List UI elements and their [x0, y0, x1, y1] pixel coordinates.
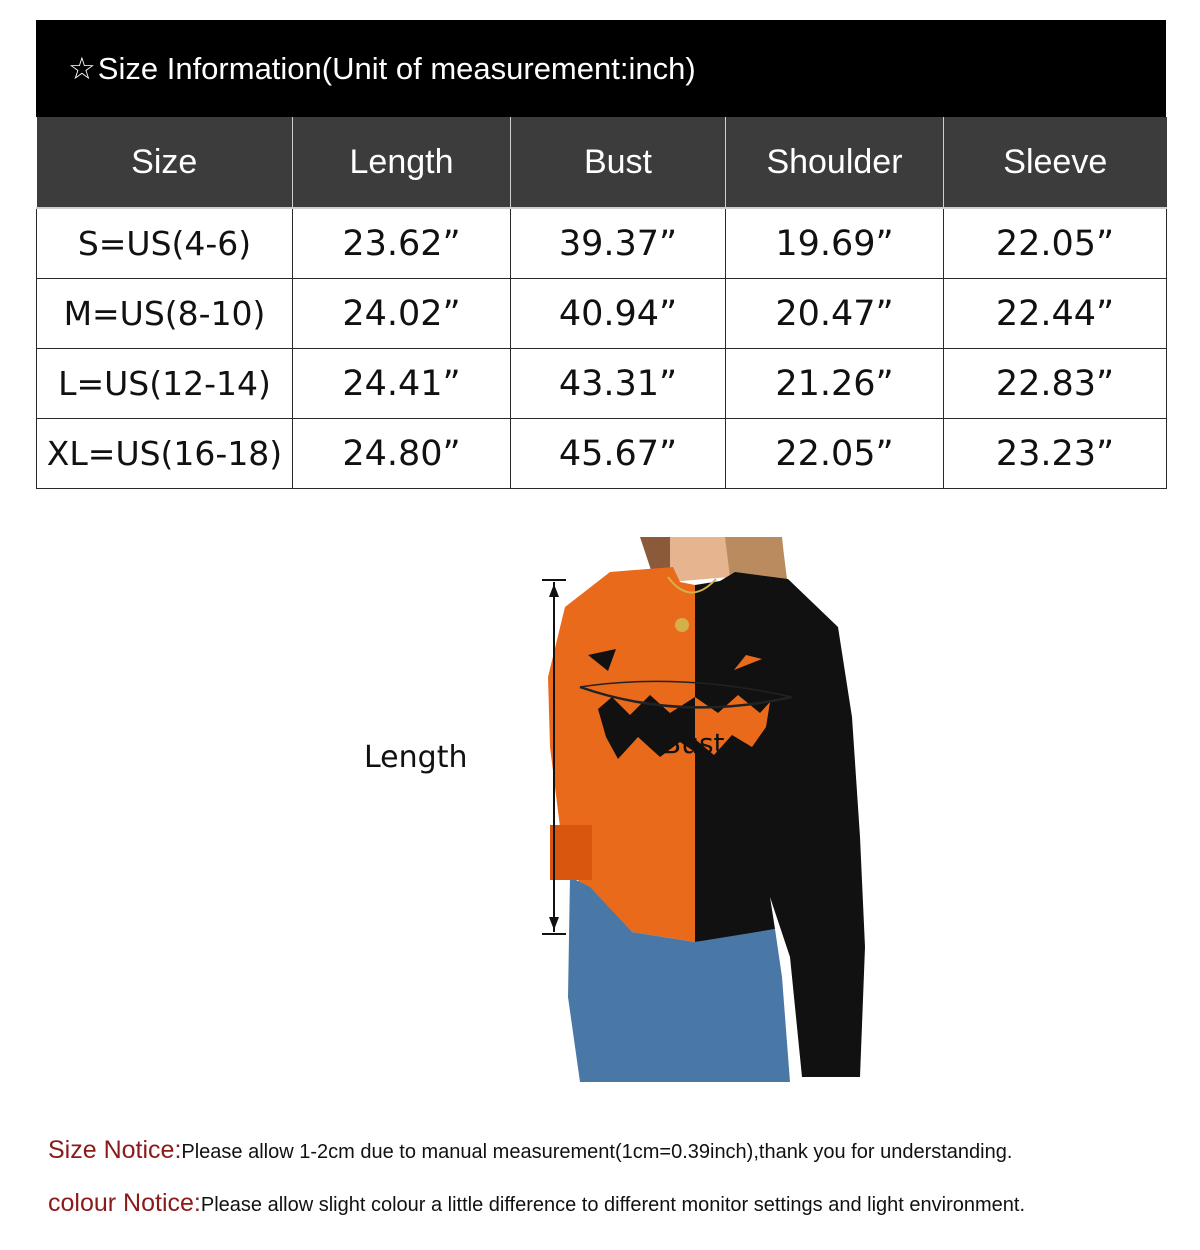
length-arrow-top-head: [549, 584, 559, 597]
size-table: [36, 117, 1167, 489]
length-arrow-bottom-head: [549, 917, 559, 930]
table-header-row: [37, 117, 1167, 208]
size-cell: M=US(8-10): [37, 279, 293, 349]
colour-notice-text: Please allow slight colour a little difference to different monitor settings and light environment.: [200, 1194, 1026, 1216]
header-size: Size: [37, 117, 293, 208]
shoulder-cell: 22.05”: [726, 419, 944, 489]
size-notice-text: Please allow 1-2cm due to manual measurement(1cm=0.39inch),thank you for understanding.: [181, 1141, 1013, 1163]
length-cell: 24.41”: [293, 349, 511, 419]
sleeve-cell: 22.44”: [944, 279, 1167, 349]
necklace-pendant: [675, 618, 689, 632]
header-sleeve: Sleeve: [944, 117, 1167, 208]
size-cell: S=US(4-6): [37, 208, 293, 279]
header-bust: Bust: [511, 117, 726, 208]
size-cell: L=US(12-14): [37, 349, 293, 419]
header-shoulder: Shoulder: [726, 117, 944, 208]
measurement-figure: [0, 487, 1200, 1097]
size-notice: [48, 1136, 1012, 1165]
sleeve-cell: 22.83”: [944, 349, 1167, 419]
left-cuff: [550, 825, 592, 880]
shoulder-cell: 20.47”: [726, 279, 944, 349]
length-label: Length: [364, 740, 468, 775]
length-cell: 24.80”: [293, 419, 511, 489]
bust-cell: 43.31”: [511, 349, 726, 419]
table-row: [37, 279, 1167, 349]
size-info-title-bar: [36, 20, 1166, 117]
table-row: [37, 419, 1167, 489]
size-notice-heading: Size Notice:: [48, 1136, 182, 1164]
colour-notice-heading: colour Notice:: [48, 1189, 201, 1217]
size-cell: XL=US(16-18): [37, 419, 293, 489]
neck-shape: [670, 537, 730, 582]
shoulder-cell: 21.26”: [726, 349, 944, 419]
table-row: [37, 349, 1167, 419]
bust-cell: 39.37”: [511, 208, 726, 279]
table-row: [37, 208, 1167, 279]
bust-label: Bust: [662, 727, 725, 760]
length-cell: 23.62”: [293, 208, 511, 279]
size-info-title: Size Information(Unit of measurement:inch): [97, 50, 696, 86]
header-length: Length: [293, 117, 511, 208]
sleeve-cell: 23.23”: [944, 419, 1167, 489]
shoulder-cell: 19.69”: [726, 208, 944, 279]
bust-cell: 45.67”: [511, 419, 726, 489]
length-cell: 24.02”: [293, 279, 511, 349]
star-outline-icon: ☆: [68, 50, 96, 86]
bust-cell: 40.94”: [511, 279, 726, 349]
colour-notice: [48, 1189, 1025, 1218]
sweater-model-photo: [520, 537, 870, 1082]
sleeve-cell: 22.05”: [944, 208, 1167, 279]
